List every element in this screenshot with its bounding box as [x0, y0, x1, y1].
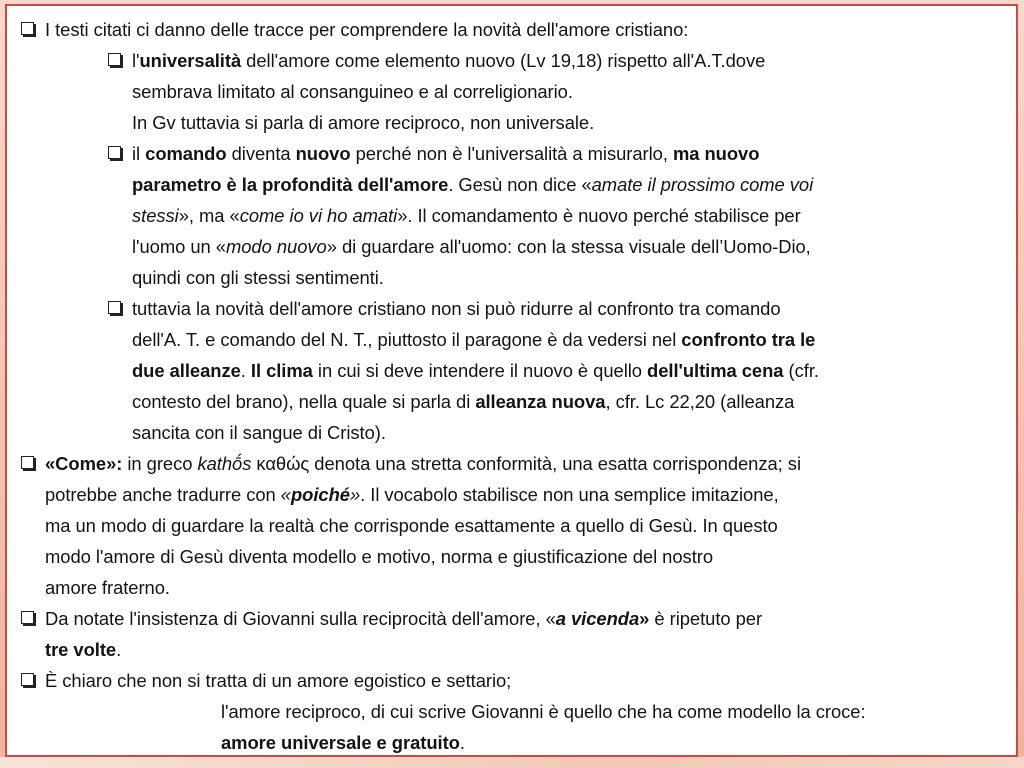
italic-text: «: [280, 484, 291, 505]
text-run: dell'amore come elemento nuovo (Lv 19,18) rispetto all'A.T.dove: [241, 50, 766, 71]
text-line: [45, 448, 1004, 479]
text-line: l'amore reciproco, di cui scrive Giovanni è quello che ha come modello la croce:: [221, 701, 866, 722]
bold-text: comando: [145, 143, 227, 164]
text-run: l': [132, 50, 140, 71]
bottom-gradient-strip: [0, 757, 1024, 768]
italic-text: amate il prossimo come voi: [591, 174, 814, 195]
text-run: diventa: [226, 143, 296, 164]
bold-text: parametro è la profondità dell'amore: [132, 174, 449, 195]
text-run: il: [132, 143, 146, 164]
text-run: l'uomo un «: [132, 236, 226, 257]
text-run: », ma «: [178, 205, 240, 226]
text-line: [45, 727, 1004, 758]
bold-text: due alleanze: [132, 360, 241, 381]
text-line: ma un modo di guardare la realtà che corrisponde esattamente a quello di Gesù. In questo: [45, 515, 778, 536]
bold-text: ma nuovo: [672, 143, 760, 164]
bold-italic-text: poiché: [290, 484, 350, 505]
text-line: È chiaro che non si tratta di un amore egoistico e settario;: [45, 670, 512, 691]
text-line: [132, 324, 1008, 355]
checkbox-bullet-icon: [21, 22, 34, 35]
bold-text: »: [639, 608, 650, 629]
text-run: potrebbe anche tradurre con: [45, 484, 281, 505]
bold-text: tre volte: [45, 639, 117, 660]
italic-text: come io vi ho amati: [239, 205, 398, 226]
text-run: . Il vocabolo stabilisce non una semplice imitazione,: [360, 484, 779, 505]
slide-content: [7, 14, 1020, 758]
text-line: [45, 603, 1004, 634]
bullet-item-testi-citati: [7, 14, 1020, 45]
text-line: In Gv tuttavia si parla di amore reciproco, non universale.: [132, 112, 595, 133]
text-line: [132, 386, 1008, 417]
sub-bullet-universalita: [7, 45, 1020, 138]
bold-text: universalità: [139, 50, 242, 71]
text-line: sembrava limitato al consanguineo e al correligionario.: [132, 81, 573, 102]
text-run: ». Il comandamento è nuovo perché stabilisce per: [397, 205, 801, 226]
bold-text: alleanza nuova: [475, 391, 606, 412]
text-line: [132, 169, 1008, 200]
sub-bullet-alleanze: [7, 293, 1020, 448]
text-line: [132, 231, 1008, 262]
text-run: in greco: [122, 453, 198, 474]
text-line: quindi con gli stessi sentimenti.: [132, 267, 384, 288]
text-run: . Gesù non dice «: [448, 174, 592, 195]
checkbox-bullet-icon: [21, 611, 34, 624]
text-line: [132, 138, 1008, 169]
text-line: [45, 634, 1004, 665]
sub-bullet-comando-nuovo: [7, 138, 1020, 293]
text-line: [45, 479, 1004, 510]
text-run: Da notate l'insistenza di Giovanni sulla reciprocità dell'amore, «: [45, 608, 556, 629]
text-run: , cfr. Lc 22,20 (alleanza: [605, 391, 795, 412]
bold-text: «Come»:: [45, 453, 123, 474]
checkbox-bullet-icon: [108, 301, 121, 314]
checkbox-bullet-icon: [21, 673, 34, 686]
bold-text: amore universale e gratuito: [221, 732, 460, 753]
bold-text: dell'ultima cena: [647, 360, 784, 381]
text-run: .: [459, 732, 465, 753]
text-run: contesto del brano), nella quale si parla di: [132, 391, 476, 412]
italic-text: stessi: [132, 205, 179, 226]
bullet-item-come: [7, 448, 1020, 603]
text-run: dell'A. T. e comando del N. T., piuttosto il paragone è da vedersi nel: [132, 329, 682, 350]
text-line: tuttavia la novità dell'amore cristiano non si può ridurre al confronto tra comando: [132, 298, 781, 319]
text-run: (cfr.: [783, 360, 819, 381]
text-run: καθώς denota una stretta conformità, una esatta corrispondenza; si: [251, 453, 801, 474]
italic-text: kathṓs: [197, 453, 252, 474]
bullet-item-reciprocita: [7, 603, 1020, 665]
text-line: [132, 200, 1008, 231]
text-run: in cui si deve intendere il nuovo è quello: [312, 360, 648, 381]
text-line: I testi citati ci danno delle tracce per comprendere la novità dell'amore cristiano:: [45, 19, 689, 40]
text-run: .: [240, 360, 251, 381]
checkbox-bullet-icon: [21, 456, 34, 469]
text-line: sancita con il sangue di Cristo).: [132, 422, 386, 443]
text-line: [132, 45, 1008, 76]
text-line: [132, 355, 1008, 386]
checkbox-bullet-icon: [108, 146, 121, 159]
italic-text: modo nuovo: [225, 236, 327, 257]
bullet-item-amore-egoistico: [7, 665, 1020, 758]
text-run: .: [116, 639, 122, 660]
slide-frame: [5, 4, 1018, 757]
text-line: amore fraterno.: [45, 577, 170, 598]
italic-text: »: [349, 484, 361, 505]
bold-text: Il clima: [250, 360, 313, 381]
bold-italic-text: a vicenda: [555, 608, 640, 629]
text-run: » di guardare all'uomo: con la stessa visuale dell’Uomo-Dio,: [326, 236, 811, 257]
text-run: perché non è l'universalità a misurarlo,: [350, 143, 673, 164]
bold-text: nuovo: [295, 143, 351, 164]
text-run: è ripetuto per: [649, 608, 763, 629]
text-line: modo l'amore di Gesù diventa modello e motivo, norma e giustificazione del nostro: [45, 546, 713, 567]
checkbox-bullet-icon: [108, 53, 121, 66]
bold-text: confronto tra le: [681, 329, 816, 350]
